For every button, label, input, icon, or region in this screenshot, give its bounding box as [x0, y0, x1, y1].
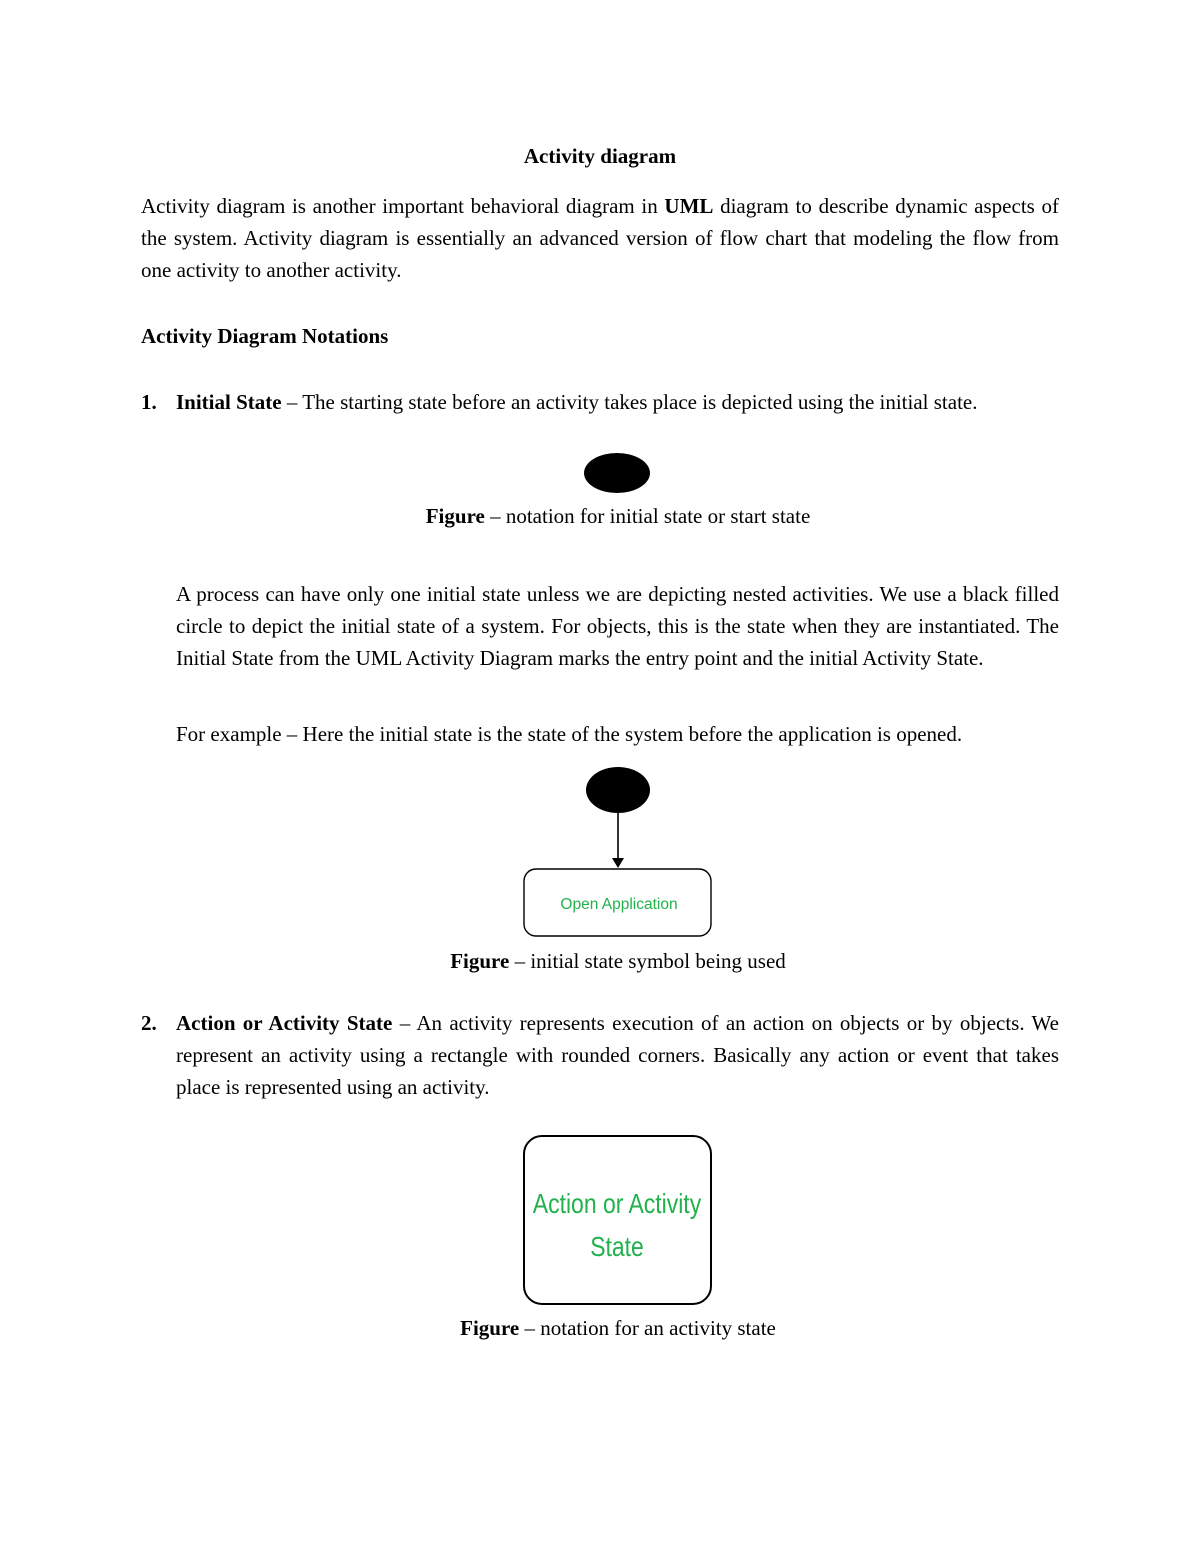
caption-text: – initial state symbol being used	[509, 949, 786, 973]
activity-state-label-line2: State	[590, 1231, 644, 1263]
caption-figure-label: Figure	[425, 504, 485, 528]
activity-state-box	[524, 1136, 711, 1304]
figure-caption-activity-state	[141, 1312, 1095, 1344]
initial-state-paragraph: A process can have only one initial state unless we are depicting nested activities. We use a black filled circle to depict the initial state of a system. For objects, this is the state when they are instantiated. The Initial State from the UML Activity Diagram marks the entry point and the initial Activity State.	[176, 582, 1059, 670]
caption-text: – notation for initial state or start state	[484, 504, 811, 528]
term-initial-state: Initial State	[176, 390, 282, 414]
list-number-1: 1.	[141, 390, 157, 414]
initial-state-node	[586, 767, 650, 813]
list-number-2: 2.	[141, 1011, 157, 1035]
initial-state-example: For example – Here the initial state is the state of the system before the application is opened.	[176, 722, 963, 746]
intro-text-end: diagram to describe dynamic aspects of the system. Activity diagram is essentially an advanced version of flow chart that modeling the flow from one activity to another activity.	[141, 194, 1059, 282]
initial-state-symbol	[584, 453, 650, 493]
intro-bold-uml: UML	[664, 194, 714, 218]
figure-caption-initial-symbol	[141, 945, 1095, 977]
list-item-activity-state	[176, 1007, 1059, 1103]
activity-state-label-line1: Action or Activity	[532, 1188, 702, 1220]
page-title: Activity diagram	[523, 144, 677, 168]
caption-figure-label: Figure	[460, 1316, 520, 1340]
caption-figure-label: Figure	[450, 949, 510, 973]
initial-state-description: – The starting state before an activity takes place is depicted using the initial state.	[281, 390, 978, 414]
section-heading: Activity Diagram Notations	[141, 324, 389, 348]
figure-caption-initial-state	[141, 500, 1095, 532]
term-activity-state: Action or Activity State	[176, 1011, 393, 1035]
caption-text: – notation for an activity state	[519, 1316, 776, 1340]
open-application-label: Open Application	[560, 896, 678, 913]
intro-text-start: Activity diagram is another important behavioral diagram in	[141, 194, 665, 218]
activity-state-description: – An activity represents execution of an action on objects or by objects. We represent an activity using a rectangle with rounded corners. Basically any action or event that takes place is represented using an activity.	[176, 1011, 1059, 1099]
arrowhead-icon	[612, 858, 624, 868]
